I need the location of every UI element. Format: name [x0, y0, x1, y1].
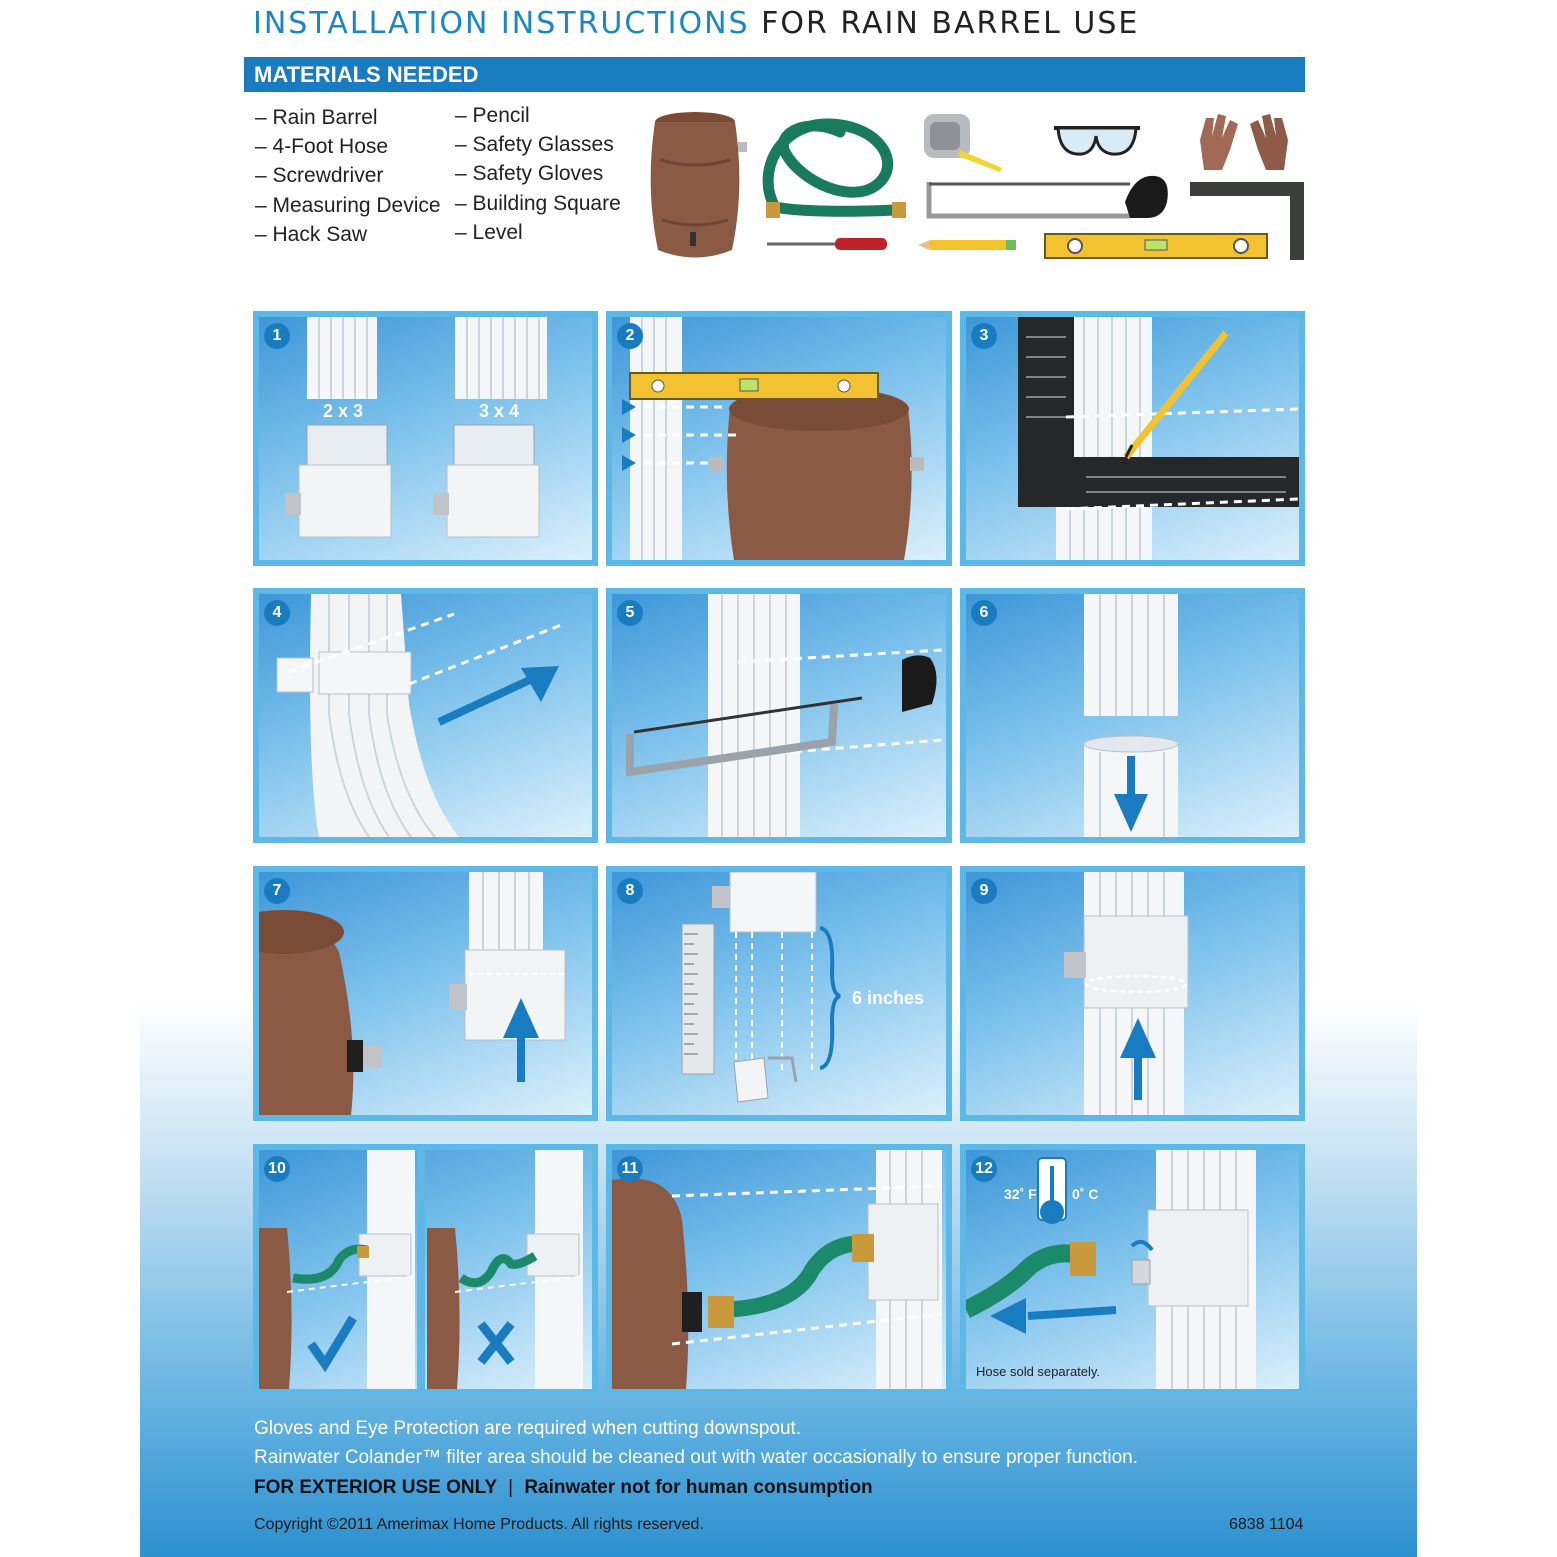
page-title	[253, 6, 1139, 41]
title-blue: INSTALLATION INSTRUCTIONS	[253, 6, 750, 41]
step-panel-3	[960, 311, 1305, 566]
step-panel-9	[960, 866, 1305, 1121]
step-panel-6	[960, 588, 1305, 843]
step-11-illustration	[612, 1150, 946, 1389]
step-1-illustration	[259, 317, 592, 560]
step-number: 12	[971, 1156, 997, 1182]
step-3-illustration	[966, 317, 1299, 560]
step-number: 3	[971, 323, 997, 349]
temp-c-label: 0˚ C	[1072, 1186, 1099, 1202]
step-panel-11	[606, 1144, 952, 1395]
maintenance-note: Rainwater Colander™ filter area should be cleaned out with water occasionally to ensure proper function.	[254, 1447, 1138, 1468]
building-square-icon	[1188, 180, 1308, 262]
material-item: – Pencil	[455, 104, 530, 127]
material-item: – Hack Saw	[255, 222, 368, 246]
safety-glasses-icon	[1052, 114, 1142, 164]
step-number: 5	[617, 600, 643, 626]
step-panel-4	[253, 588, 598, 843]
step-10-illustration	[259, 1150, 592, 1389]
size-label-3x4: 3 x 4	[479, 401, 520, 421]
usage-warning	[254, 1477, 873, 1499]
step-panel-10	[253, 1144, 598, 1395]
measure-label: 6 inches	[852, 988, 925, 1008]
step-number: 10	[264, 1156, 290, 1182]
step-number: 8	[617, 878, 643, 904]
step-number: 9	[971, 878, 997, 904]
warning-consumption: Rainwater not for human consumption	[524, 1477, 873, 1498]
materials-heading: MATERIALS NEEDED	[254, 62, 479, 87]
step-panel-2	[606, 311, 952, 566]
size-label-2x3: 2 x 3	[323, 401, 364, 421]
step-panel-1	[253, 311, 598, 566]
gloves-icon	[1192, 110, 1296, 176]
temp-f-label: 32˚ F	[1004, 1186, 1037, 1202]
materials-list-1	[255, 103, 441, 249]
step-9-illustration	[966, 872, 1299, 1115]
step-number: 1	[264, 323, 290, 349]
material-item: – Building Square	[455, 191, 621, 215]
step-number: 4	[264, 600, 290, 626]
copyright: Copyright ©2011 Amerimax Home Products. All rights reserved.	[254, 1516, 704, 1533]
step-panel-7	[253, 866, 598, 1121]
pencil-icon	[918, 238, 1018, 252]
warning-separator: |	[508, 1477, 514, 1498]
material-item: – Rain Barrel	[255, 106, 378, 129]
materials-list-2	[455, 101, 621, 247]
step-7-illustration	[259, 872, 592, 1115]
hose-note: Hose sold separately.	[976, 1364, 1101, 1379]
safety-note: Gloves and Eye Protection are required when cutting downspout.	[254, 1418, 802, 1439]
warning-exterior: FOR EXTERIOR USE ONLY	[254, 1477, 497, 1498]
screwdriver-icon	[765, 234, 890, 254]
hose-icon	[760, 112, 910, 224]
step-number: 2	[617, 323, 643, 349]
materials-heading-bar	[244, 57, 1305, 92]
material-item: – Safety Glasses	[455, 133, 614, 157]
hack-saw-icon	[925, 172, 1175, 224]
material-item: – 4-Foot Hose	[255, 135, 389, 159]
step-number: 11	[617, 1156, 643, 1182]
step-4-illustration	[259, 594, 592, 837]
step-panel-8	[606, 866, 952, 1121]
step-number: 7	[264, 878, 290, 904]
step-2-illustration	[612, 317, 946, 560]
step-number: 6	[971, 600, 997, 626]
material-item: – Level	[455, 220, 523, 244]
part-number: 6838 1104	[1229, 1516, 1304, 1533]
step-panel-5	[606, 588, 952, 843]
material-item: – Measuring Device	[255, 193, 441, 217]
step-5-illustration	[612, 594, 946, 837]
tape-measure-icon	[920, 112, 1005, 174]
material-item: – Safety Gloves	[455, 162, 604, 186]
title-dark: FOR RAIN BARREL USE	[761, 6, 1140, 41]
step-6-illustration	[966, 594, 1299, 837]
step-panel-12	[960, 1144, 1305, 1395]
rain-barrel-icon	[640, 110, 750, 265]
material-item: – Screwdriver	[255, 164, 384, 188]
